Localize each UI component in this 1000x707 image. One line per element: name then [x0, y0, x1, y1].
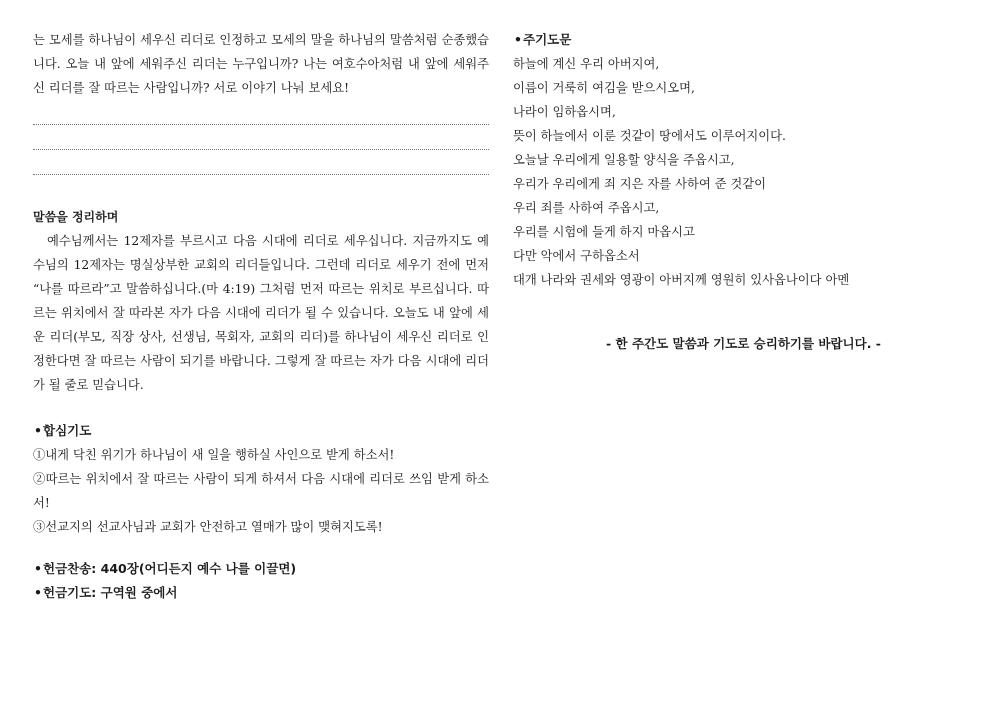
answer-line — [33, 100, 489, 125]
lords-prayer-line: 우리 죄를 사하여 주옵시고, — [513, 201, 660, 215]
lords-prayer-line: 하늘에 계신 우리 아버지여, — [513, 57, 660, 71]
joint-prayer-item: ②따르는 위치에서 잘 따르는 사람이 되게 하셔서 다음 시대에 리더로 쓰임 받게 하소서! — [33, 472, 489, 510]
lords-prayer-line: 이름이 거룩히 여김을 받으시오며, — [513, 81, 695, 95]
closing-message: - 한 주간도 말씀과 기도로 승리하기를 바랍니다. - — [605, 336, 881, 351]
summary-title: 말씀을 정리하며 — [33, 210, 119, 224]
lords-prayer-line: 오늘날 우리에게 일용할 양식을 주옵시고, — [513, 153, 735, 167]
lords-prayer-line: 뜻이 하늘에서 이룬 것같이 땅에서도 이루어지이다. — [513, 129, 786, 143]
offering-hymn: 헌금찬송: 440장(어디든지 예수 나를 이끌면) — [43, 561, 297, 576]
joint-prayer-heading — [33, 419, 489, 443]
lords-prayer-heading — [513, 28, 953, 52]
lords-prayer-line: 대개 나라와 권세와 영광이 아버지께 영원히 있사옵나이다 아멘 — [513, 273, 850, 287]
bullet-icon: • — [34, 561, 42, 576]
joint-prayer-item: ①내게 닥친 위기가 하나님이 새 일을 행하실 사인으로 받게 하소서! — [33, 448, 395, 462]
answer-line — [33, 125, 489, 150]
left-column — [33, 28, 489, 605]
lords-prayer-line: 우리가 우리에게 죄 지은 자를 사하여 준 것같이 — [513, 177, 767, 191]
joint-prayer-title: 합심기도 — [43, 423, 92, 438]
answer-line — [33, 150, 489, 175]
offering-prayer: 헌금기도: 구역원 중에서 — [43, 585, 178, 600]
intro-paragraph: 는 모세를 하나님이 세우신 리더로 인정하고 모세의 말을 하나님의 말씀처럼 순종했습니다. 오늘 내 앞에 세워주신 리더는 누구입니까? 나는 여호수아처럼 내 앞에 세워주신 리더를 잘 따르는 사람입니까? 서로 이야기 나눠 보세요! — [33, 33, 489, 95]
bullet-icon: • — [34, 585, 42, 600]
answer-lines — [33, 100, 489, 175]
offering-prayer-line — [33, 581, 489, 605]
lords-prayer-line: 나라이 임하옵시며, — [513, 105, 616, 119]
bullet-icon: • — [34, 423, 42, 438]
lords-prayer-title: 주기도문 — [523, 32, 572, 47]
summary-paragraph: 예수님께서는 12제자를 부르시고 다음 시대에 리더로 세우십니다. 지금까지도 예수님의 12제자는 명실상부한 교회의 리더들입니다. 그런데 리더로 세우기 전에 먼저 “나를 따르라”고 말씀하십니다.(마 4:19) 그처럼 먼저 따르는 위치로 부르십니다. 따르는 위치에서 잘 따라본 자가 다음 시대에 리더가 될 수 있습니다. 오늘도 내 앞에 세운 리더(부모, 직장 상사, 선생님, 목회자, 교회의 리더)를 하나님이 세우신 리더로 인정한다면 잘 따르는 사람이 되기를 바랍니다. 그렇게 잘 따르는 자가 다음 시대에 리더가 될 줄로 믿습니다. — [33, 234, 489, 392]
lords-prayer-line: 다만 악에서 구하옵소서 — [513, 249, 640, 263]
offering-hymn-line — [33, 557, 489, 581]
right-column — [513, 28, 953, 352]
bullet-icon: • — [514, 32, 522, 47]
lords-prayer-line: 우리를 시험에 들게 하지 마옵시고 — [513, 225, 695, 239]
joint-prayer-item: ③선교지의 선교사님과 교회가 안전하고 열매가 많이 맺혀지도록! — [33, 520, 383, 534]
